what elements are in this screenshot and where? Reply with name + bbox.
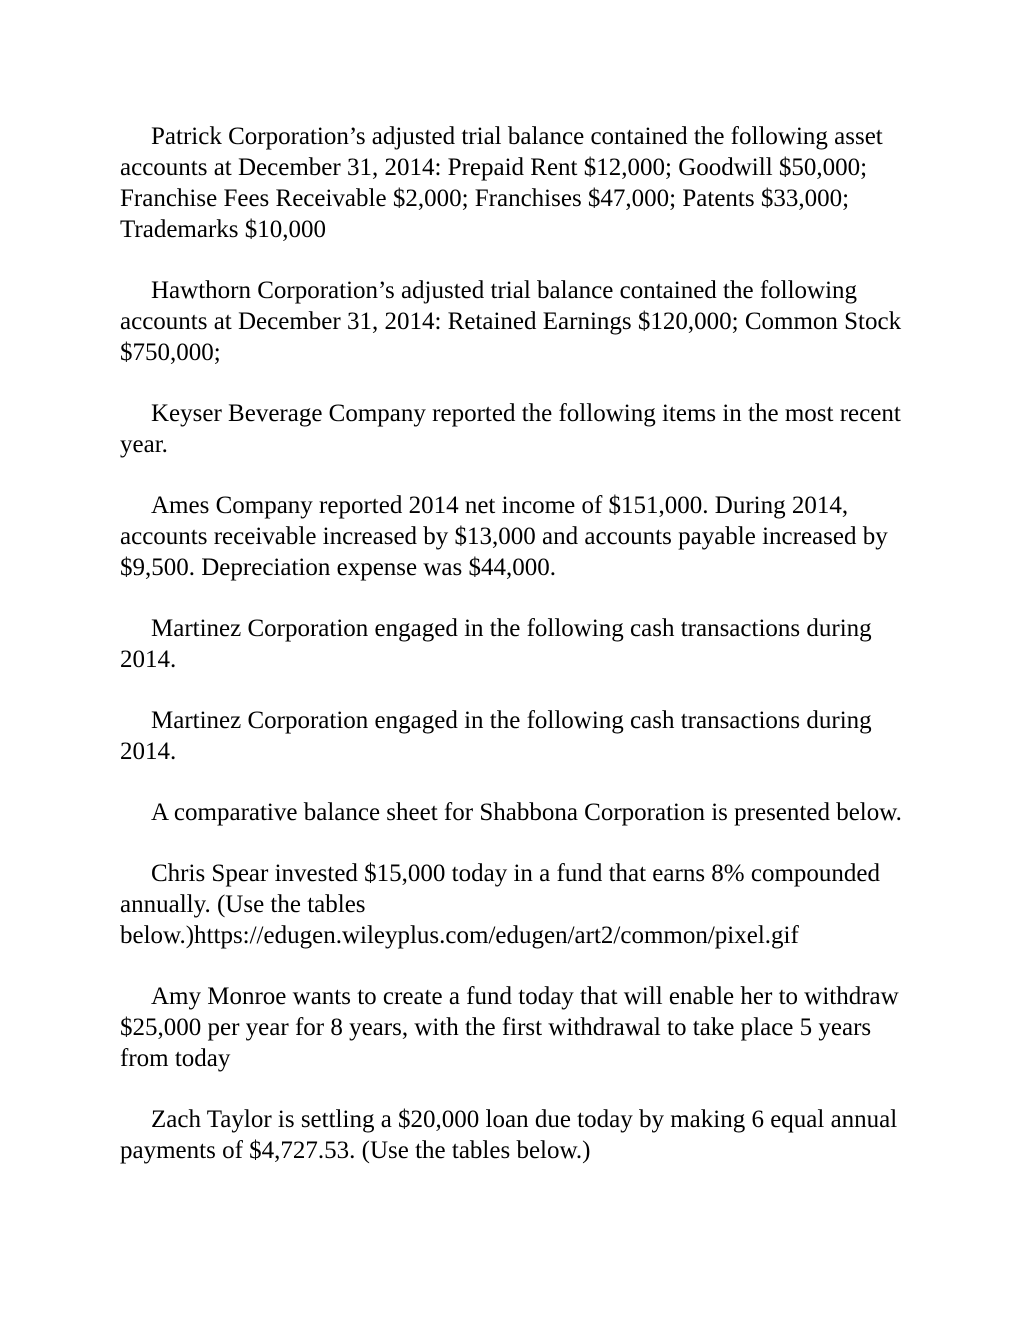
paragraph-shabbona-corporation: A comparative balance sheet for Shabbona Corporation is presented below. [151,799,902,826]
document-body [120,121,910,1196]
paragraph-keyser-beverage: Keyser Beverage Company reported the following items in the most recent year. [120,400,901,458]
paragraph-ames-company: Ames Company reported 2014 net income of $151,000. During 2014, accounts receivable increased by $13,000 and accounts payable increased by $9,500. Depreciation expense was $44,000. [120,492,888,581]
paragraph-chris-spear: Chris Spear invested $15,000 today in a fund that earns 8% compounded annually. (Use the tables below.)https://edugen.wileyplus.com/edugen/art2/common/pixel.gif [120,860,881,949]
paragraph-amy-monroe: Amy Monroe wants to create a fund today that will enable her to withdraw $25,000 per year for 8 years, with the first withdrawal to take place 5 years from today [120,983,899,1072]
paragraph-patrick-corporation: Patrick Corporation’s adjusted trial balance contained the following asset accounts at December 31, 2014: Prepaid Rent $12,000; Goodwill $50,000; Franchise Fees Receivable $2,000; Franchises $47,000; Patents $33,000; Trademarks $10,000 [120,123,883,243]
paragraph-martinez-corporation-2: Martinez Corporation engaged in the following cash transactions during 2014. [120,707,872,765]
paragraph-hawthorn-corporation: Hawthorn Corporation’s adjusted trial balance contained the following accounts at December 31, 2014: Retained Earnings $120,000; Common Stock $750,000; [120,277,902,366]
paragraph-zach-taylor: Zach Taylor is settling a $20,000 loan due today by making 6 equal annual payments of $4,727.53. (Use the tables below.) [120,1106,898,1164]
paragraph-martinez-corporation-1: Martinez Corporation engaged in the following cash transactions during 2014. [120,615,872,673]
